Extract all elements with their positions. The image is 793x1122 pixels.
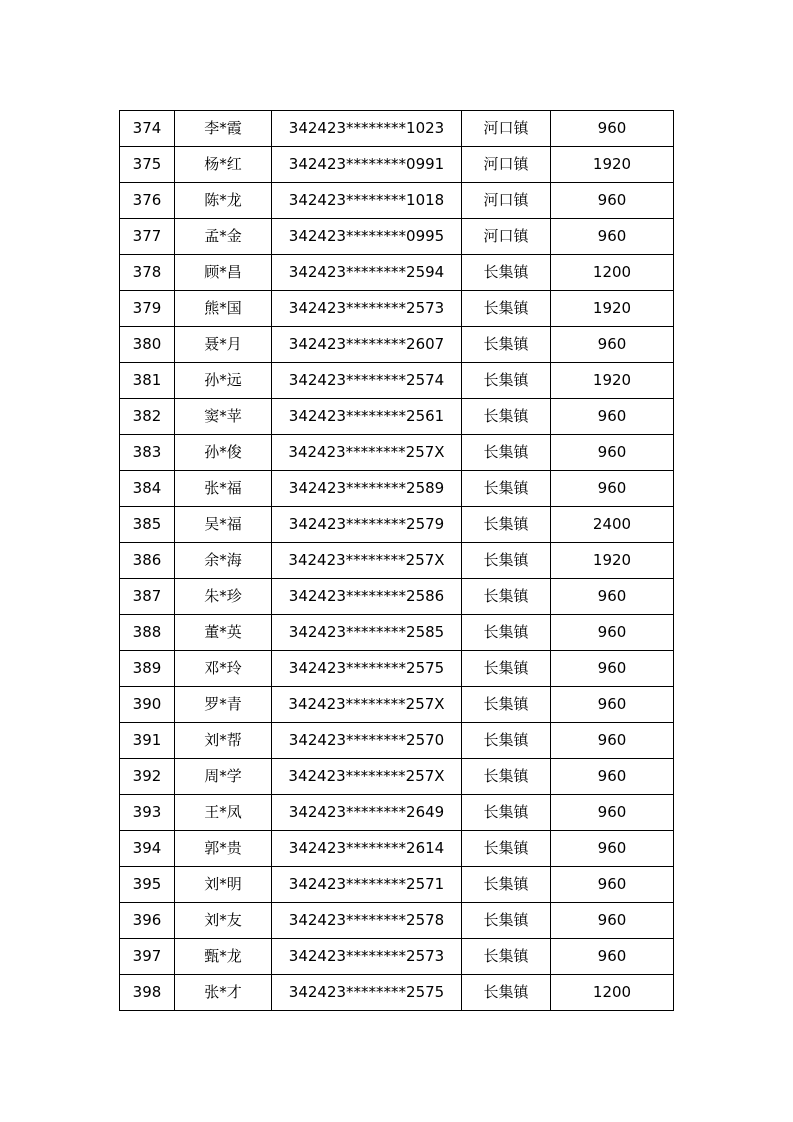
amount-cell: 960 <box>551 327 674 363</box>
table-row <box>120 219 674 255</box>
id-number-cell: 342423********257X <box>272 543 462 579</box>
table-row <box>120 723 674 759</box>
amount-cell: 960 <box>551 579 674 615</box>
name-cell: 邓*玲 <box>175 651 272 687</box>
name-cell: 刘*帮 <box>175 723 272 759</box>
table-row <box>120 867 674 903</box>
town-cell: 长集镇 <box>462 759 551 795</box>
row-number-cell: 377 <box>120 219 175 255</box>
amount-cell: 960 <box>551 831 674 867</box>
name-cell: 熊*国 <box>175 291 272 327</box>
id-number-cell: 342423********2649 <box>272 795 462 831</box>
amount-cell: 960 <box>551 687 674 723</box>
id-number-cell: 342423********2573 <box>272 939 462 975</box>
town-cell: 长集镇 <box>462 831 551 867</box>
town-cell: 长集镇 <box>462 471 551 507</box>
amount-cell: 2400 <box>551 507 674 543</box>
id-number-cell: 342423********2579 <box>272 507 462 543</box>
town-cell: 长集镇 <box>462 291 551 327</box>
town-cell: 长集镇 <box>462 795 551 831</box>
name-cell: 顾*昌 <box>175 255 272 291</box>
id-number-cell: 342423********2614 <box>272 831 462 867</box>
town-cell: 长集镇 <box>462 651 551 687</box>
id-number-cell: 342423********257X <box>272 759 462 795</box>
row-number-cell: 393 <box>120 795 175 831</box>
name-cell: 王*凤 <box>175 795 272 831</box>
amount-cell: 960 <box>551 615 674 651</box>
row-number-cell: 396 <box>120 903 175 939</box>
table-row <box>120 435 674 471</box>
town-cell: 长集镇 <box>462 435 551 471</box>
amount-cell: 960 <box>551 867 674 903</box>
row-number-cell: 398 <box>120 975 175 1011</box>
town-cell: 河口镇 <box>462 183 551 219</box>
row-number-cell: 394 <box>120 831 175 867</box>
id-number-cell: 342423********2574 <box>272 363 462 399</box>
town-cell: 长集镇 <box>462 975 551 1011</box>
id-number-cell: 342423********2586 <box>272 579 462 615</box>
name-cell: 吴*福 <box>175 507 272 543</box>
name-cell: 孟*金 <box>175 219 272 255</box>
id-number-cell: 342423********2585 <box>272 615 462 651</box>
id-number-cell: 342423********2573 <box>272 291 462 327</box>
amount-cell: 960 <box>551 399 674 435</box>
amount-cell: 960 <box>551 723 674 759</box>
table-row <box>120 183 674 219</box>
subsidy-table <box>119 110 674 1011</box>
table-row <box>120 507 674 543</box>
amount-cell: 1920 <box>551 147 674 183</box>
amount-cell: 960 <box>551 651 674 687</box>
row-number-cell: 385 <box>120 507 175 543</box>
town-cell: 长集镇 <box>462 579 551 615</box>
town-cell: 河口镇 <box>462 111 551 147</box>
table-row <box>120 579 674 615</box>
name-cell: 余*海 <box>175 543 272 579</box>
table-row <box>120 831 674 867</box>
id-number-cell: 342423********2575 <box>272 975 462 1011</box>
row-number-cell: 378 <box>120 255 175 291</box>
table-row <box>120 651 674 687</box>
name-cell: 刘*友 <box>175 903 272 939</box>
id-number-cell: 342423********2575 <box>272 651 462 687</box>
amount-cell: 960 <box>551 435 674 471</box>
name-cell: 刘*明 <box>175 867 272 903</box>
row-number-cell: 381 <box>120 363 175 399</box>
name-cell: 周*学 <box>175 759 272 795</box>
name-cell: 聂*月 <box>175 327 272 363</box>
id-number-cell: 342423********1023 <box>272 111 462 147</box>
amount-cell: 960 <box>551 939 674 975</box>
table-row <box>120 363 674 399</box>
row-number-cell: 397 <box>120 939 175 975</box>
table-row <box>120 471 674 507</box>
row-number-cell: 382 <box>120 399 175 435</box>
town-cell: 长集镇 <box>462 615 551 651</box>
amount-cell: 960 <box>551 903 674 939</box>
town-cell: 长集镇 <box>462 723 551 759</box>
name-cell: 董*英 <box>175 615 272 651</box>
id-number-cell: 342423********2571 <box>272 867 462 903</box>
name-cell: 李*霞 <box>175 111 272 147</box>
row-number-cell: 389 <box>120 651 175 687</box>
row-number-cell: 391 <box>120 723 175 759</box>
amount-cell: 1920 <box>551 291 674 327</box>
row-number-cell: 388 <box>120 615 175 651</box>
table-row <box>120 147 674 183</box>
amount-cell: 960 <box>551 111 674 147</box>
town-cell: 长集镇 <box>462 867 551 903</box>
table-row <box>120 543 674 579</box>
table-row <box>120 795 674 831</box>
table-row <box>120 291 674 327</box>
town-cell: 河口镇 <box>462 219 551 255</box>
amount-cell: 1920 <box>551 543 674 579</box>
id-number-cell: 342423********2561 <box>272 399 462 435</box>
row-number-cell: 386 <box>120 543 175 579</box>
name-cell: 罗*青 <box>175 687 272 723</box>
table-row <box>120 255 674 291</box>
table-row <box>120 399 674 435</box>
name-cell: 陈*龙 <box>175 183 272 219</box>
town-cell: 长集镇 <box>462 939 551 975</box>
id-number-cell: 342423********0991 <box>272 147 462 183</box>
table-row <box>120 939 674 975</box>
id-number-cell: 342423********257X <box>272 435 462 471</box>
town-cell: 长集镇 <box>462 327 551 363</box>
name-cell: 甄*龙 <box>175 939 272 975</box>
amount-cell: 960 <box>551 759 674 795</box>
row-number-cell: 395 <box>120 867 175 903</box>
row-number-cell: 390 <box>120 687 175 723</box>
row-number-cell: 379 <box>120 291 175 327</box>
row-number-cell: 392 <box>120 759 175 795</box>
row-number-cell: 376 <box>120 183 175 219</box>
amount-cell: 960 <box>551 219 674 255</box>
amount-cell: 1200 <box>551 255 674 291</box>
name-cell: 张*才 <box>175 975 272 1011</box>
row-number-cell: 383 <box>120 435 175 471</box>
table-row <box>120 759 674 795</box>
name-cell: 张*福 <box>175 471 272 507</box>
name-cell: 孙*远 <box>175 363 272 399</box>
id-number-cell: 342423********257X <box>272 687 462 723</box>
amount-cell: 960 <box>551 795 674 831</box>
name-cell: 窦*苹 <box>175 399 272 435</box>
id-number-cell: 342423********1018 <box>272 183 462 219</box>
town-cell: 长集镇 <box>462 507 551 543</box>
row-number-cell: 384 <box>120 471 175 507</box>
id-number-cell: 342423********2589 <box>272 471 462 507</box>
id-number-cell: 342423********2578 <box>272 903 462 939</box>
table-row <box>120 615 674 651</box>
town-cell: 长集镇 <box>462 903 551 939</box>
town-cell: 长集镇 <box>462 363 551 399</box>
amount-cell: 1920 <box>551 363 674 399</box>
town-cell: 河口镇 <box>462 147 551 183</box>
town-cell: 长集镇 <box>462 399 551 435</box>
row-number-cell: 374 <box>120 111 175 147</box>
table-row <box>120 903 674 939</box>
id-number-cell: 342423********0995 <box>272 219 462 255</box>
table-row <box>120 975 674 1011</box>
amount-cell: 960 <box>551 471 674 507</box>
name-cell: 杨*红 <box>175 147 272 183</box>
table-body <box>120 111 674 1011</box>
amount-cell: 1200 <box>551 975 674 1011</box>
row-number-cell: 375 <box>120 147 175 183</box>
id-number-cell: 342423********2594 <box>272 255 462 291</box>
town-cell: 长集镇 <box>462 687 551 723</box>
name-cell: 朱*珍 <box>175 579 272 615</box>
name-cell: 郭*贵 <box>175 831 272 867</box>
table-row <box>120 687 674 723</box>
table-row <box>120 327 674 363</box>
amount-cell: 960 <box>551 183 674 219</box>
row-number-cell: 380 <box>120 327 175 363</box>
town-cell: 长集镇 <box>462 543 551 579</box>
town-cell: 长集镇 <box>462 255 551 291</box>
id-number-cell: 342423********2607 <box>272 327 462 363</box>
row-number-cell: 387 <box>120 579 175 615</box>
table-row <box>120 111 674 147</box>
id-number-cell: 342423********2570 <box>272 723 462 759</box>
name-cell: 孙*俊 <box>175 435 272 471</box>
